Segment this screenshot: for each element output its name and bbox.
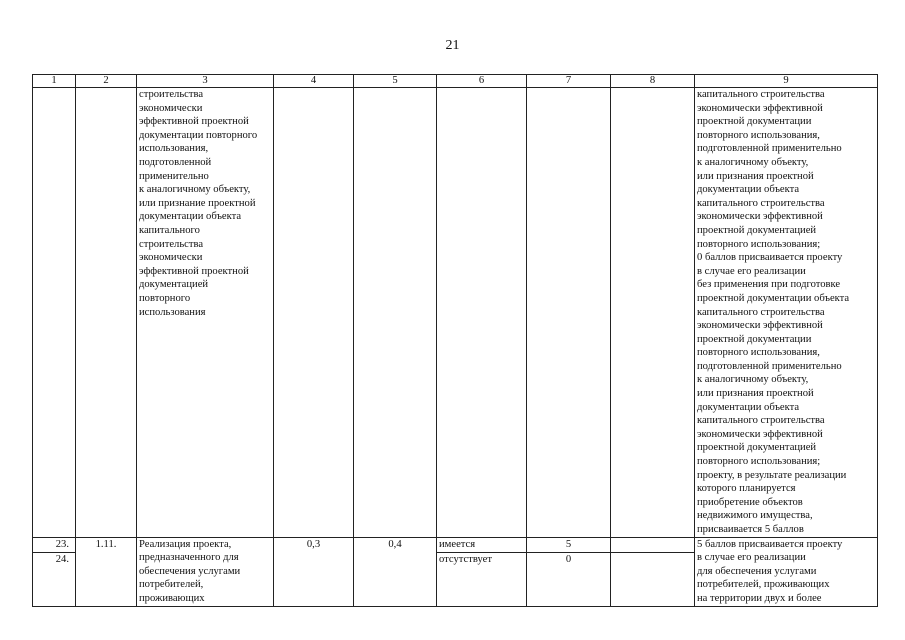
header-cell-2: 2 xyxy=(76,75,137,88)
header-cell-7: 7 xyxy=(527,75,611,88)
option-absent: отсутствует xyxy=(439,553,492,565)
scoring-rules-continued: капитального строительства экономически эффективной проектной документации повторного использования, подготовленной применительно к аналогичному объекту, или признания проектной документации объекта капитального строительства экономически эффективной проектной документацией повторного использования; 0 баллов присваивается проекту в случае его реализации без применения при подготовке проектной документации объекта капитального строительства экономически эффективной проектной документации повторного использования, подготовленной применительно к аналогичному объекту, или признания проектной документации объекта капитального строительства экономически эффективной проектной документацией повторного использования; проекту, в результате реализации которого планируется приобретение объектов недвижимого имущества, присваивается 5 баллов xyxy=(695,88,878,538)
criterion-row-1-11 xyxy=(33,537,878,606)
header-cell-6: 6 xyxy=(437,75,527,88)
weight-value-col5: 0,4 xyxy=(354,537,437,606)
page-number: 21 xyxy=(445,38,460,53)
row-number-24: 24. xyxy=(55,553,69,565)
empty-cell xyxy=(611,88,695,538)
option-present: имеется xyxy=(437,538,526,553)
empty-cell xyxy=(354,88,437,538)
empty-cell xyxy=(274,88,354,538)
empty-cell xyxy=(33,88,76,538)
header-cell-9: 9 xyxy=(695,75,878,88)
criteria-table xyxy=(32,74,878,607)
scoring-rules: 5 баллов присваивается проекту в случае его реализации для обеспечения услугами потребителей, проживающих на территории двух и более xyxy=(695,537,878,606)
score-absent: 0 xyxy=(565,553,572,565)
empty-subcell xyxy=(611,538,694,553)
weight-value-col4: 0,3 xyxy=(274,537,354,606)
header-cell-5: 5 xyxy=(354,75,437,88)
header-cell-8: 8 xyxy=(611,75,695,88)
header-cell-3: 3 xyxy=(137,75,274,88)
header-cell-1: 1 xyxy=(33,75,76,88)
column-number-header xyxy=(33,75,878,88)
empty-cell xyxy=(76,88,137,538)
criterion-code: 1.11. xyxy=(76,537,137,606)
header-cell-4: 4 xyxy=(274,75,354,88)
row-number-23: 23. xyxy=(33,538,75,553)
continuation-row xyxy=(33,88,878,538)
score-present: 5 xyxy=(527,538,610,553)
criterion-description-continued: строительства экономически эффективной проектной документации повторного использования, подготовленной применительно к аналогичному объекту, или признание проектной документации объекта капитального строительства экономически эффективной проектной документацией повторного использования xyxy=(137,88,274,538)
empty-cell xyxy=(527,88,611,538)
empty-cell xyxy=(437,88,527,538)
criterion-description: Реализация проекта, предназначенного для обеспечения услугами потребителей, проживающих xyxy=(137,537,274,606)
